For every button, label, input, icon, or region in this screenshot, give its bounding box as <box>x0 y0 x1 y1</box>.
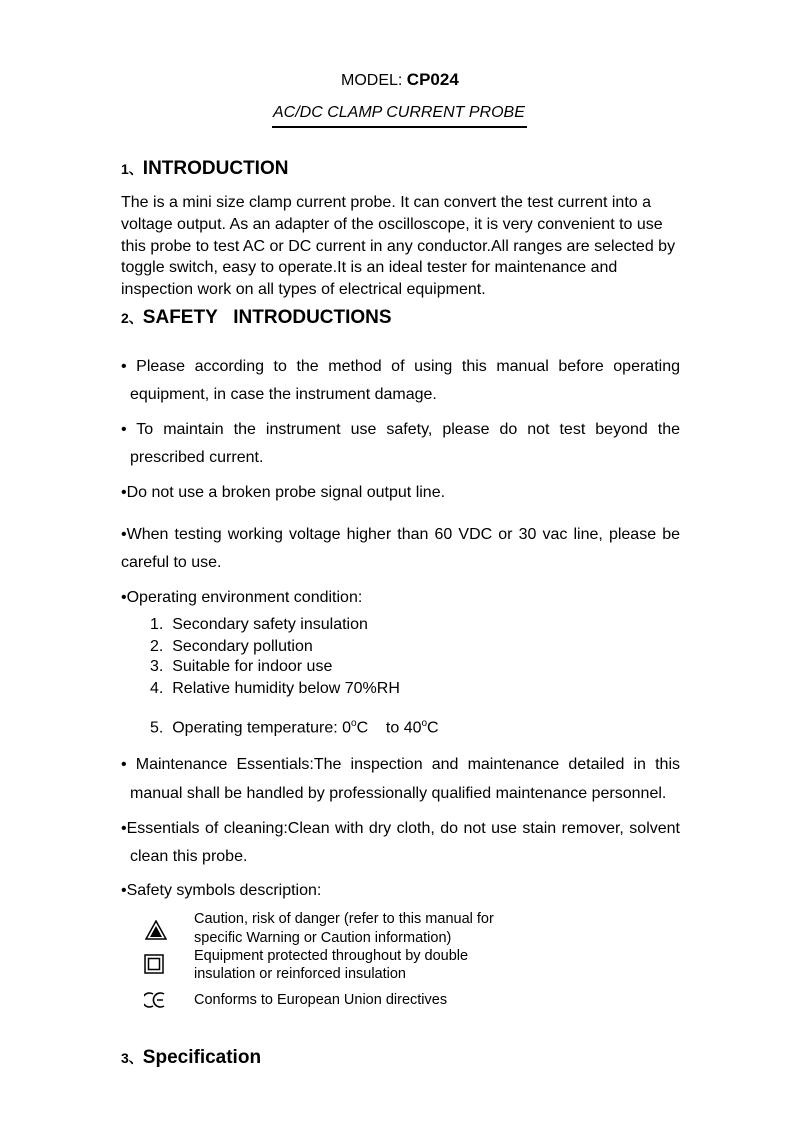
degree-sign: o <box>421 718 428 729</box>
condition-item: 1. Secondary safety insulation <box>150 616 368 633</box>
bullet-line: manual shall be handled by professionally qualified maintenance personnel. <box>130 785 667 802</box>
condition-item: 4. Relative humidity below 70%RH <box>150 680 400 697</box>
intro-line: this probe to test AC or DC current in any conductor.All ranges are selected by <box>121 238 676 255</box>
section-heading-safety <box>121 308 392 328</box>
double-insulation-icon <box>144 954 164 974</box>
subtitle-underline <box>272 126 527 128</box>
temp-range: C to 40 <box>356 719 422 737</box>
condition-item: 3. Suitable for indoor use <box>150 658 333 675</box>
symbol-description: specific Warning or Caution information) <box>194 930 452 946</box>
bullet-line: prescribed current. <box>130 449 264 466</box>
bullet-line: •Essentials of cleaning:Clean with dry cloth, do not use stain remover, solvent <box>121 820 680 837</box>
section-heading-specification <box>121 1048 261 1068</box>
intro-line: voltage output. As an adapter of the oscilloscope, it is very convenient to use <box>121 216 663 233</box>
model-label: MODEL: <box>341 72 407 89</box>
section-title: SAFETY INTRODUCTIONS <box>142 307 392 328</box>
symbol-description: Caution, risk of danger (refer to this manual for <box>194 911 494 927</box>
bullet-line: •Operating environment condition: <box>121 589 363 606</box>
intro-line: toggle switch, easy to operate.It is an ideal tester for maintenance and <box>121 259 618 276</box>
document-subtitle: AC/DC CLAMP CURRENT PROBE <box>273 104 525 121</box>
intro-line: The is a mini size clamp current probe. It can convert the test current into a <box>121 194 652 211</box>
bullet-line: •Safety symbols description: <box>121 882 322 899</box>
section-title: INTRODUCTION <box>142 158 289 179</box>
condition-item-temperature <box>150 714 439 737</box>
section-title: Specification <box>142 1047 262 1068</box>
warning-triangle-icon <box>145 920 167 940</box>
model-value: CP024 <box>406 70 459 89</box>
bullet-line: careful to use. <box>121 554 222 571</box>
symbol-description: insulation or reinforced insulation <box>194 966 406 982</box>
bullet-line: •When testing working voltage higher than 60 VDC or 30 vac line, please be <box>121 526 680 543</box>
bullet-line: equipment, in case the instrument damage. <box>130 386 437 403</box>
bullet-line: clean this probe. <box>130 848 248 865</box>
symbol-description: Equipment protected throughout by double <box>194 948 469 964</box>
bullet-line: • To maintain the instrument use safety, please do not test beyond the <box>121 421 680 438</box>
section-number: 1、 <box>121 161 143 177</box>
temp-unit: C <box>427 719 439 737</box>
symbol-description: Conforms to European Union directives <box>194 992 448 1008</box>
degree-sign: o <box>351 718 357 729</box>
bullet-line: •Do not use a broken probe signal output line. <box>121 484 446 501</box>
intro-line: inspection work on all types of electrical equipment. <box>121 281 486 298</box>
condition-item: 2. Secondary pollution <box>150 638 313 655</box>
temp-label: 5. Operating temperature: 0 <box>150 719 351 737</box>
section-number: 2、 <box>121 310 143 326</box>
ce-mark-icon <box>144 991 166 1009</box>
section-heading-introduction <box>121 159 288 179</box>
model-line <box>341 70 459 90</box>
section-number: 3、 <box>121 1050 143 1066</box>
bullet-line: • Maintenance Essentials:The inspection and maintenance detailed in this <box>121 756 680 773</box>
bullet-line: • Please according to the method of using this manual before operating <box>121 358 680 375</box>
